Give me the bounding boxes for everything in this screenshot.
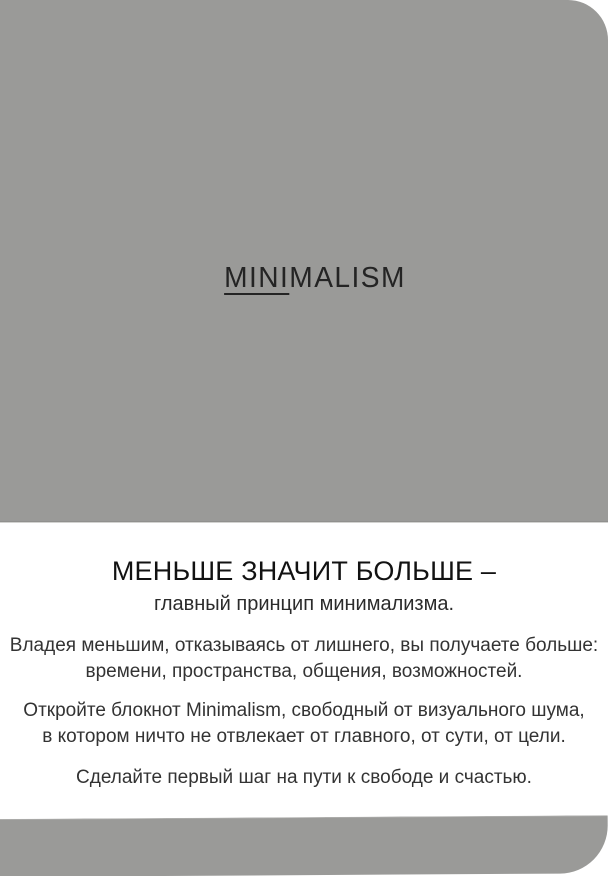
description-paragraph	[0, 698, 608, 750]
description-subheading: главный принцип минимализма.	[153, 593, 455, 615]
paragraph-line: Владея меньшим, отказываясь от лишнего, вы получаете больше:	[9, 635, 599, 656]
notebook-cover-title	[20, 262, 608, 295]
description-heading: МЕНЬШЕ ЗНАЧИТ БОЛЬШЕ –	[111, 556, 497, 586]
paragraph-line: времени, пространства, общения, возможностей.	[85, 661, 523, 682]
next-notebook-edge-photo	[0, 815, 608, 876]
cover-title-underlined-part: MINI	[224, 262, 290, 294]
paragraph-line: Сделайте первый шаг на пути к свободе и счастью.	[76, 767, 532, 788]
description-paragraph	[0, 633, 608, 685]
paragraph-line: Откройте блокнот Minimalism, свободный от визуального шума,	[23, 700, 585, 721]
cover-title-rest-part: MALISM	[289, 262, 406, 294]
product-description-text	[0, 556, 608, 791]
description-paragraph	[0, 765, 608, 791]
paragraph-line: в котором ничто не отвлекает от главного, от сути, от цели.	[42, 726, 566, 747]
